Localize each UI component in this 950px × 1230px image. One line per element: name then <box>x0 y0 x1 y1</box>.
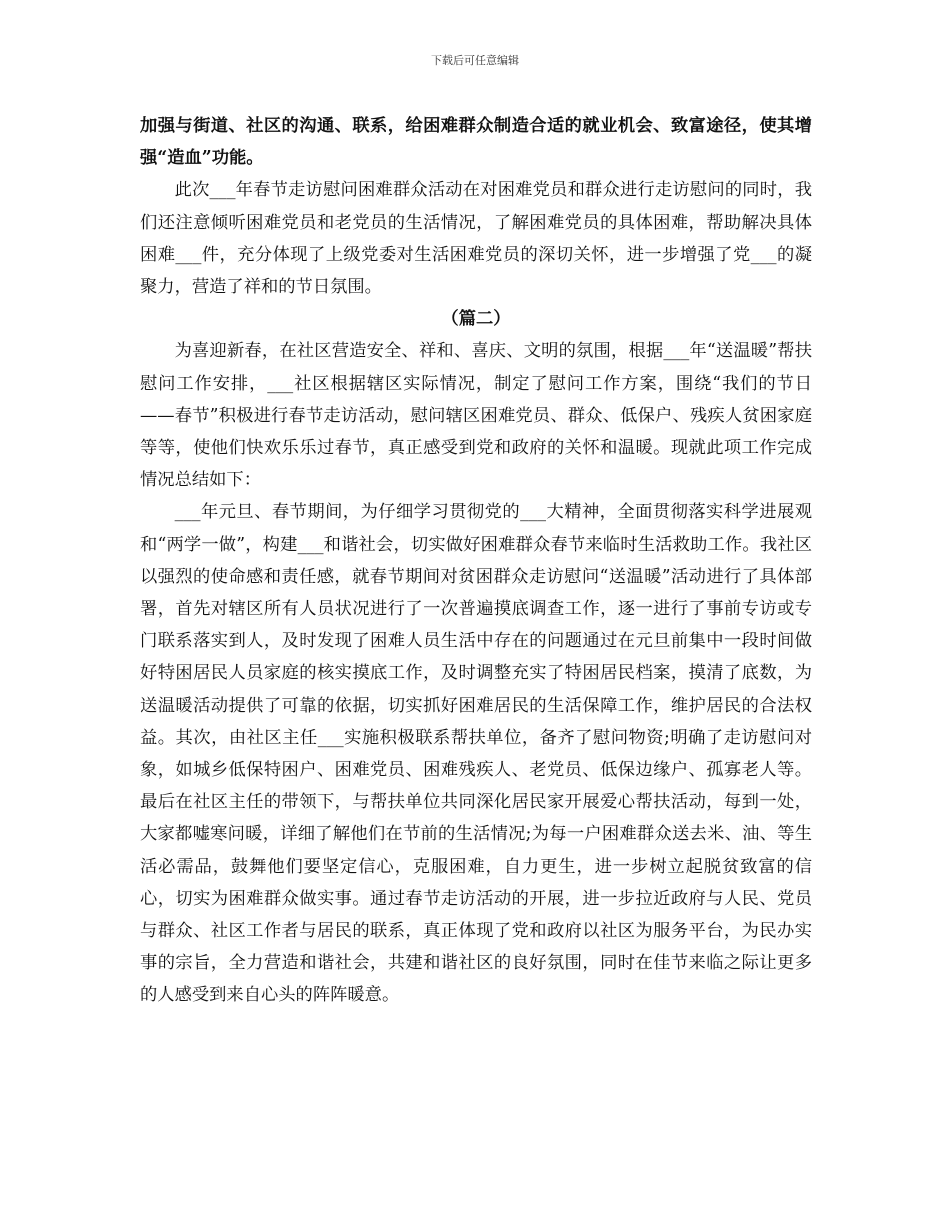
bold-paragraph: 加强与街道、社区的沟通、联系，给困难群众制造合适的就业机会、致富途径，使其增强“造血”功能。 <box>140 116 812 169</box>
section-title: （篇二） <box>441 309 511 330</box>
page-header: 下载后可任意编辑 <box>431 54 519 67</box>
document-body <box>140 110 812 1012</box>
paragraph-visit-summary: 此次___年春节走访慰问困难群众活动在对困难党员和群众进行走访慰问的同时，我们还注意倾听困难党员和老党员的生活情况，了解困难党员的具体困难，帮助解决具体困难___件，充分体现了上级党委对生活困难党员的深切关怀，进一步增强了党___的凝聚力，营造了祥和的节日氛围。 <box>140 180 812 298</box>
paragraph-intro: 为喜迎新春，在社区营造安全、祥和、喜庆、文明的氛围，根据___年“送温暖”帮扶慰问工作安排，___社区根据辖区实际情况，制定了慰问工作方案，围绕“我们的节日——春节”积极进行春节走访活动，慰问辖区困难党员、群众、低保户、残疾人贫困家庭等等，使他们快欢乐乐过春节，真正感受到党和政府的关怀和温暖。现就此项工作完成情况总结如下： <box>140 341 812 491</box>
paragraph-details: ___年元旦、春节期间，为仔细学习贯彻党的___大精神，全面贯彻落实科学进展观和“两学一做”，构建___和谐社会，切实做好困难群众春节来临时生活救助工作。我社区以强烈的使命感和责任感，就春节期间对贫困群众走访慰问“送温暖”活动进行了具体部署，首先对辖区所有人员状况进行了一次普遍摸底调查工作，逐一进行了事前专访或专门联系落实到人，及时发现了困难人员生活中存在的问题通过在元旦前集中一段时间做好特困居民人员家庭的核实摸底工作，及时调整充实了特困居民档案，摸清了底数，为送温暖活动提供了可靠的依据，切实抓好困难居民的生活保障工作，维护居民的合法权益。其次，由社区主任___实施积极联系帮扶单位，备齐了慰问物资;明确了走访慰问对象，如城乡低保特困户、困难党员、困难残疾人、老党员、低保边缘户、孤寡老人等。最后在社区主任的带领下，与帮扶单位共同深化居民家开展爱心帮扶活动，每到一处，大家都嘘寒问暖，详细了解他们在节前的生活情况;为每一户困难群众送去米、油、等生活必需品，鼓舞他们要坚定信心，克服困难，自力更生，进一步树立起脱贫致富的信心，切实为困难群众做实事。通过春节走访活动的开展，进一步拉近政府与人民、党员与群众、社区工作者与居民的联系，真正体现了党和政府以社区为服务平台，为民办实事的宗旨，全力营造和谐社会，共建和谐社区的良好氛围，同时在佳节来临之际让更多的人感受到来自心头的阵阵暖意。 <box>140 502 812 1006</box>
